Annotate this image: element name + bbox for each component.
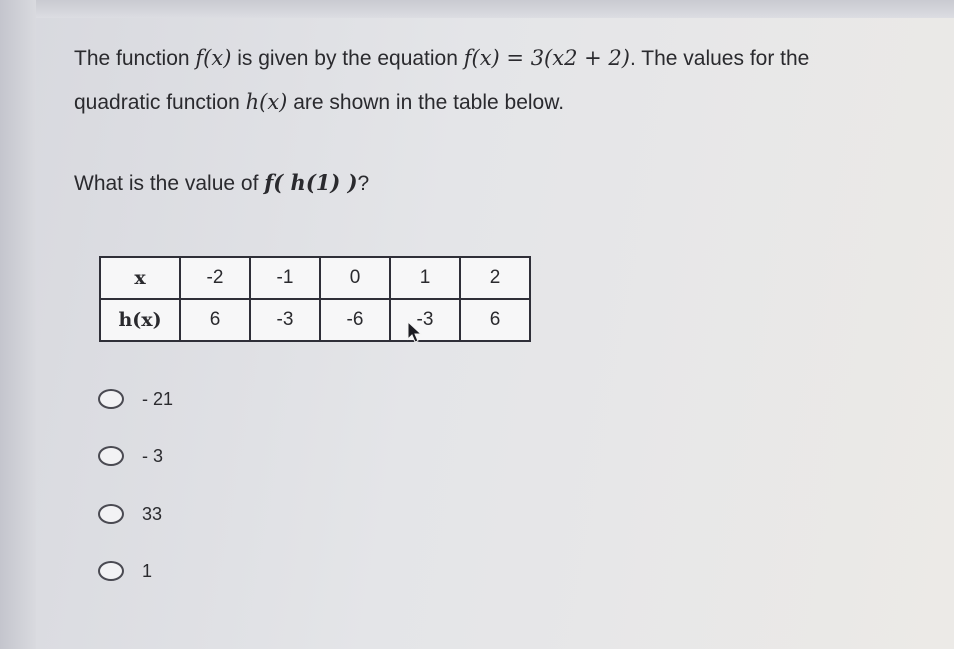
table-cell: -6 [320, 299, 390, 341]
question-text: What is the value of [74, 172, 265, 195]
function-h-notation: h(x) [245, 90, 288, 114]
question-text: are shown in the table below. [287, 91, 565, 114]
table-cell: 6 [460, 299, 530, 341]
answer-choice-1[interactable] [98, 385, 173, 413]
table-cell: 1 [390, 257, 460, 299]
table-cell: -3 [390, 299, 460, 341]
table-cell: -3 [250, 299, 320, 341]
question-text: quadratic function [74, 91, 246, 114]
question-prompt [74, 170, 369, 196]
mouse-cursor-icon [406, 321, 424, 343]
radio-button[interactable] [98, 561, 124, 581]
table-cell: 6 [180, 299, 250, 341]
table-cell: 0 [320, 257, 390, 299]
answer-choice-label: - 3 [142, 445, 164, 466]
answer-choice-2[interactable] [98, 442, 163, 470]
table-row [100, 257, 530, 299]
table-header-cell: h(x) [100, 299, 180, 341]
radio-button[interactable] [98, 446, 124, 466]
composition-expression: f( h(1) ) [264, 170, 358, 195]
answer-choice-label: - 21 [142, 388, 174, 409]
question-text: . The values for the [629, 47, 810, 70]
table-cell: -1 [250, 257, 320, 299]
table-cell: -2 [180, 257, 250, 299]
question-text: The function [74, 47, 196, 70]
question-text: ? [357, 172, 370, 195]
function-f-equation: f(x) = 3(x2 + 2) [463, 46, 630, 70]
screen-bezel-left [0, 0, 36, 649]
table-row [100, 299, 530, 341]
question-text: is given by the equation [231, 47, 464, 70]
radio-button[interactable] [98, 504, 124, 524]
function-f-notation: f(x) [195, 46, 232, 70]
table-header-cell: x [100, 257, 180, 299]
values-table [99, 256, 531, 342]
answer-choice-4[interactable] [98, 557, 152, 585]
screen-bezel-top [0, 0, 954, 18]
radio-button[interactable] [98, 389, 124, 409]
question-line-1 [74, 46, 809, 71]
answer-choice-label: 33 [142, 503, 163, 524]
question-line-2 [74, 90, 564, 115]
table-cell: 2 [460, 257, 530, 299]
answer-choice-3[interactable] [98, 500, 162, 528]
answer-choice-label: 1 [142, 560, 153, 581]
